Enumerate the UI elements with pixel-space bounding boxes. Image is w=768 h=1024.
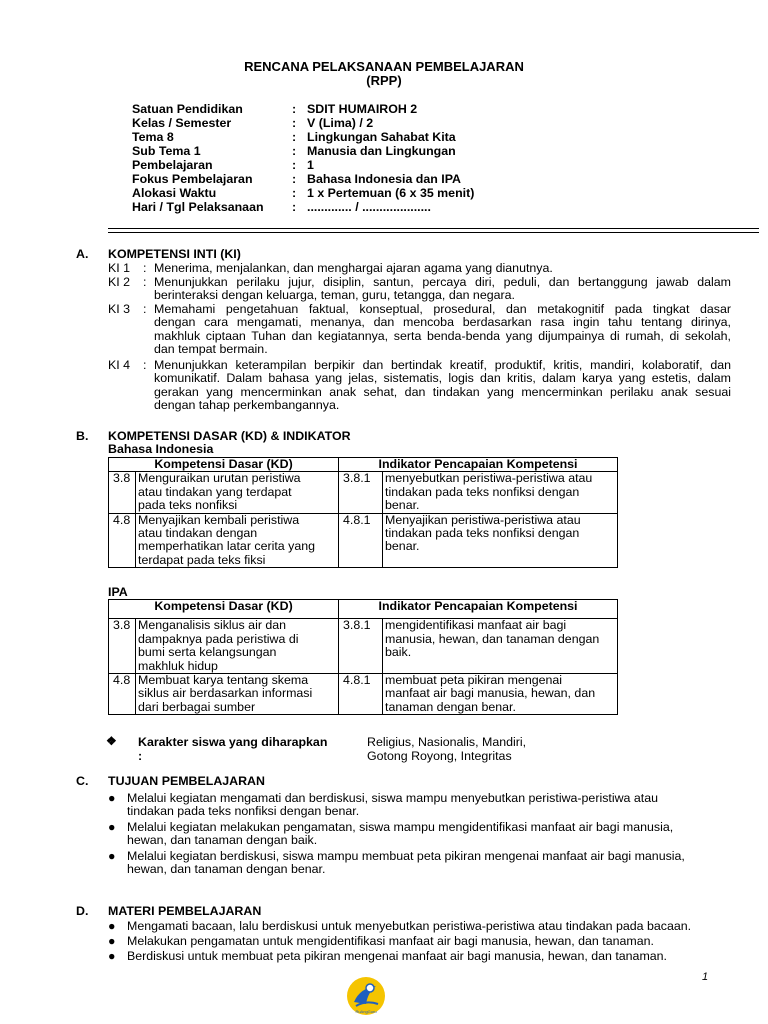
indikator-line: tindakan pada teks nonfiksi dengan: [385, 526, 580, 541]
kd-line: atau tindakan dengan: [138, 526, 258, 541]
bullet-icon: ●: [108, 791, 116, 805]
indikator-number: 4.8.1: [339, 674, 383, 715]
document-title: RENCANA PELAKSANAAN PEMBELAJARAN: [244, 59, 524, 74]
kd-table-ipa: [108, 599, 618, 715]
kd-line: dari berbagai sumber: [138, 699, 256, 714]
kd-text: [136, 674, 339, 715]
indikator-line: mengidentifikasi manfaat air bagi: [385, 618, 567, 633]
document-subtitle: (RPP): [366, 73, 402, 88]
identity-colon: :: [292, 102, 297, 116]
indikator-text: [383, 619, 618, 674]
identity-label: Fokus Pembelajaran: [132, 172, 253, 186]
identity-value: SDIT HUMAIROH 2: [307, 102, 418, 116]
kd-text: [136, 513, 339, 568]
identity-value: Lingkungan Sahabat Kita: [307, 130, 456, 144]
subject-label: IPA: [108, 585, 128, 599]
section-a-title: KOMPETENSI INTI (KI): [108, 247, 241, 261]
list-item-line: Melakukan pengamatan untuk mengidentifikasi manfaat air bagi manusia, hewan, dan tanaman.: [127, 934, 654, 948]
section-d-letter: D.: [76, 904, 89, 918]
identity-label: Satuan Pendidikan: [132, 102, 243, 116]
ki-text: [154, 359, 731, 413]
table-row: [109, 619, 618, 674]
ki-text: [154, 262, 731, 275]
ki-text-line: berinteraksi dengan keluarga, teman, guru, tetangga, dan negara.: [154, 288, 515, 303]
indikator-line: membuat peta pikiran mengenai: [385, 673, 563, 688]
kd-number: 4.8: [109, 513, 136, 568]
kd-line: siklus air berdasarkan informasi: [138, 686, 313, 701]
kd-text: [136, 472, 339, 513]
ki-colon: :: [143, 261, 147, 275]
logo-caption: RuAngGuru: [355, 1009, 377, 1014]
identity-label: Alokasi Waktu: [132, 186, 217, 200]
identity-value: Manusia dan Lingkungan: [307, 144, 456, 158]
indikator-text: [383, 513, 618, 568]
identity-label: Pembelajaran: [132, 158, 213, 172]
identity-colon: :: [292, 200, 297, 214]
list-item-line: hewan, dan tanaman dengan baik.: [127, 833, 318, 848]
section-a-letter: A.: [76, 247, 89, 261]
ki-text-line: Memahami pengetahuan faktual, konseptual, prosedural, dan metakognitif pada tingkat dasar: [154, 302, 731, 316]
list-item-line: Mengamati bacaan, lalu berdiskusi untuk menyebutkan peristiwa-peristiwa atau tindakan pada bacaan.: [127, 919, 692, 933]
ki-text: [154, 303, 731, 357]
identity-label: Sub Tema 1: [132, 144, 201, 158]
list-item-line: Melalui kegiatan mengamati dan berdiskusi, siswa mampu menyebutkan peristiwa-peristiwa atau: [127, 791, 658, 805]
karakter-colon: :: [138, 749, 143, 763]
ki-text-line: komunikatif. Dalam bahasa yang jelas, sistematis, logis dan kritis, dalam karya yang estetis, dalam: [154, 371, 731, 386]
ki-text-line: Menunjukkan keterampilan berpikir dan bertindak kreatif, produktif, kritis, mandiri, kolaboratif, dan: [154, 358, 731, 372]
diamond-bullet-icon: ❖: [106, 734, 117, 748]
kd-line: atau tindakan yang terdapat: [138, 484, 292, 499]
ki-text-line: Menerima, menjalankan, dan menghargai ajaran agama yang dianutnya.: [154, 261, 553, 275]
section-b-title: KOMPETENSI DASAR (KD) & INDIKATOR: [108, 429, 351, 443]
indikator-line: Menyajikan peristiwa-peristiwa atau: [385, 512, 581, 527]
indikator-line: benar.: [385, 539, 420, 554]
list-item-line: hewan, dan tanaman dengan benar.: [127, 862, 326, 877]
identity-value: Bahasa Indonesia dan IPA: [307, 172, 462, 186]
indikator-line: menyebutkan peristiwa-peristiwa atau: [385, 471, 593, 486]
kd-line: Membuat karya tentang skema: [138, 673, 309, 688]
bullet-icon: ●: [108, 919, 116, 933]
identity-value: 1: [307, 158, 314, 172]
table-header-kd: Kompetensi Dasar (KD): [109, 600, 339, 619]
kd-line: pada teks nonfiksi: [138, 498, 238, 513]
indikator-number: 3.8.1: [339, 619, 383, 674]
identity-value: 1 x Pertemuan (6 x 35 menit): [307, 186, 475, 200]
indikator-text: [383, 674, 618, 715]
indikator-line: tindakan pada teks nonfiksi dengan: [385, 484, 580, 499]
indikator-number: 4.8.1: [339, 513, 383, 568]
school-logo-icon: [346, 976, 386, 1016]
ki-text-line: dengan tahap perkembangannya.: [154, 398, 340, 413]
divider-line: [108, 228, 759, 229]
ki-text-line: makhluk ciptaan Tuhan dan kegiatannya, serta benda-benda yang dijumpainya di rumah, di sekolah,: [154, 328, 731, 343]
indikator-line: tanaman dengan benar.: [385, 699, 516, 714]
kd-number: 4.8: [109, 674, 136, 715]
indikator-number: 3.8.1: [339, 472, 383, 513]
ki-text: [154, 276, 731, 303]
indikator-line: benar.: [385, 498, 420, 513]
ki-text-line: gerakan yang mencerminkan anak sehat, dan tindakan yang mencerminkan perilaku anak sesuai: [154, 384, 731, 399]
kd-line: memperhatikan latar cerita yang: [138, 539, 315, 554]
bullet-icon: ●: [108, 934, 116, 948]
indikator-line: baik.: [385, 645, 412, 660]
indikator-line: manusia, hewan, dan tanaman dengan: [385, 631, 600, 646]
identity-value: ............. / ....................: [307, 200, 431, 214]
divider-line: [108, 232, 759, 233]
kd-number: 3.8: [109, 619, 136, 674]
identity-colon: :: [292, 172, 297, 186]
kd-number: 3.8: [109, 472, 136, 513]
list-item-line: tindakan pada teks nonfiksi dengan benar.: [127, 804, 360, 819]
kd-text: [136, 619, 339, 674]
identity-colon: :: [292, 130, 297, 144]
ki-text-line: dengan cara mengamati, menanya, dan mencoba berdasarkan rasa ingin tahu tentang dirinya,: [154, 315, 731, 330]
ki-code: KI 4: [108, 358, 131, 372]
ki-colon: :: [143, 358, 147, 372]
kd-line: bumi serta kelangsungan: [138, 645, 277, 660]
ki-text-line: dan tempat bermain.: [154, 342, 268, 357]
section-b-letter: B.: [76, 429, 89, 443]
ki-colon: :: [143, 302, 147, 316]
karakter-value: Religius, Nasionalis, Mandiri,: [367, 735, 527, 749]
kd-line: Menganalisis siklus air dan: [138, 618, 287, 633]
identity-colon: :: [292, 158, 297, 172]
bullet-icon: ●: [108, 949, 116, 963]
ki-code: KI 3: [108, 302, 131, 316]
bullet-icon: ●: [108, 849, 116, 863]
section-d-title: MATERI PEMBELAJARAN: [108, 904, 262, 918]
karakter-value: Gotong Royong, Integritas: [367, 749, 512, 763]
page-number: 1: [702, 971, 709, 983]
identity-label: Hari / Tgl Pelaksanaan: [132, 200, 264, 214]
section-c-letter: C.: [76, 774, 89, 788]
list-item-line: Melalui kegiatan berdiskusi, siswa mampu membuat peta pikiran mengenai manfaat air bagi manusia,: [127, 849, 685, 863]
ki-code: KI 2: [108, 275, 131, 289]
indikator-line: manfaat air bagi manusia, hewan, dan: [385, 686, 596, 701]
identity-value: V (Lima) / 2: [307, 116, 374, 130]
kd-line: dampaknya pada peristiwa di: [138, 631, 299, 646]
identity-colon: :: [292, 186, 297, 200]
list-item-line: Berdiskusi untuk membuat peta pikiran mengenai manfaat air bagi manusia, hewan, dan tanaman.: [127, 949, 667, 963]
karakter-label: Karakter siswa yang diharapkan: [138, 735, 328, 749]
kd-line: Menyajikan kembali peristiwa: [138, 512, 300, 527]
table-header-indikator: Indikator Pencapaian Kompetensi: [339, 600, 618, 619]
identity-colon: :: [292, 116, 297, 130]
section-c-title: TUJUAN PEMBELAJARAN: [108, 774, 265, 788]
kd-line: terdapat pada teks fiksi: [138, 552, 266, 567]
table-row: [109, 513, 618, 568]
identity-label: Kelas / Semester: [132, 116, 232, 130]
list-item-line: Melalui kegiatan melakukan pengamatan, siswa mampu mengidentifikasi manfaat air bagi manusia,: [127, 820, 674, 834]
kd-table-bahasa: [108, 457, 618, 568]
ki-code: KI 1: [108, 261, 131, 275]
indikator-text: [383, 472, 618, 513]
ki-text-line: Menunjukkan perilaku jujur, disiplin, santun, percaya diri, peduli, dan bertanggung jawab dalam: [154, 275, 731, 289]
kd-line: makhluk hidup: [138, 658, 218, 673]
identity-colon: :: [292, 144, 297, 158]
table-row: [109, 472, 618, 513]
table-row: [109, 674, 618, 715]
subject-label: Bahasa Indonesia: [108, 442, 214, 456]
ki-colon: :: [143, 275, 147, 289]
kd-line: Menguraikan urutan peristiwa: [138, 471, 301, 486]
bullet-icon: ●: [108, 820, 116, 834]
table-header-kd: Kompetensi Dasar (KD): [109, 458, 339, 472]
table-header-indikator: Indikator Pencapaian Kompetensi: [339, 458, 618, 472]
identity-label: Tema 8: [132, 130, 174, 144]
